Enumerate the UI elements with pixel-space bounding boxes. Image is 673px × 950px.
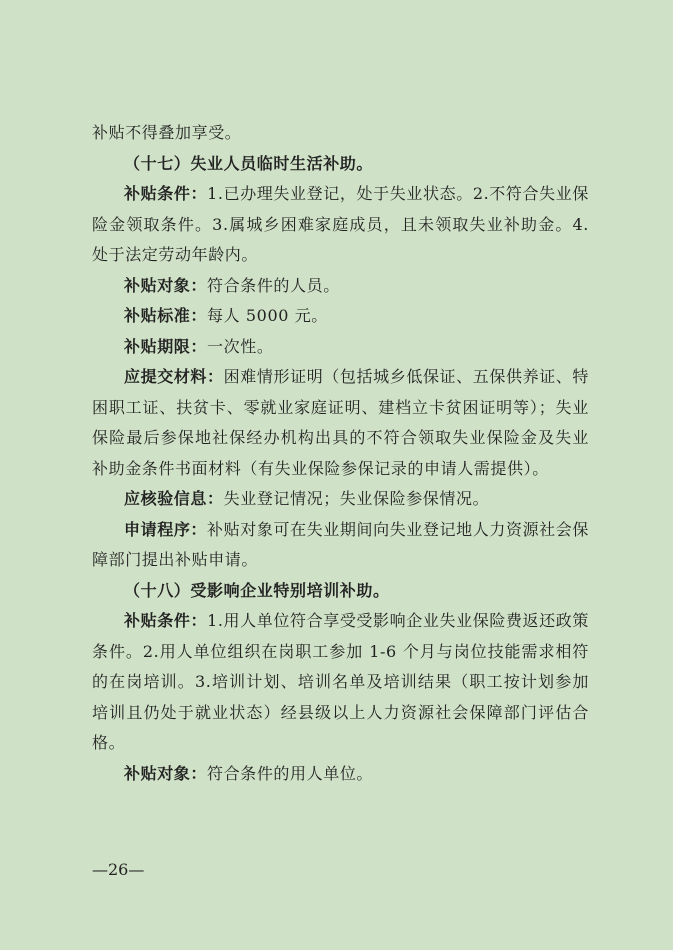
item-procedure <box>92 515 589 576</box>
item-term: 应核验信息： <box>124 489 224 508</box>
section-heading-17 <box>92 149 589 180</box>
item-materials <box>92 362 589 484</box>
page-number: —26— <box>92 860 145 879</box>
document-body <box>92 118 589 789</box>
item-conditions-2 <box>92 606 589 759</box>
item-verification <box>92 484 589 515</box>
item-target <box>92 271 589 302</box>
item-target-2 <box>92 759 589 790</box>
item-term: 补贴条件： <box>124 611 208 630</box>
item-text: 1.用人单位符合享受受影响企业失业保险费返还政策条件。2.用人单位组织在岗职工参加 1-6 个月与岗位技能需求相符的在岗培训。3.培训计划、培训名单及培训结果（职工按计划参加培训且仍处于就业状态）经县级以上人力资源社会保障部门评估合格。 <box>92 611 589 752</box>
section-heading-text: （十七）失业人员临时生活补助。 <box>124 153 374 173</box>
item-term: 补贴标准： <box>124 306 208 325</box>
paragraph-continuation <box>92 118 589 149</box>
item-text: 1.已办理失业登记，处于失业状态。2.不符合失业保险金领取条件。3.属城乡困难家庭成员，且未领取失业补助金。4.处于法定劳动年龄内。 <box>92 184 589 264</box>
item-term: 申请程序： <box>124 519 208 539</box>
item-term: 补贴条件： <box>124 184 208 203</box>
item-term: 应提交材料： <box>124 367 224 386</box>
item-text: 困难情形证明（包括城乡低保证、五保供养证、特困职工证、扶贫卡、零就业家庭证明、建档立卡贫困证明等）；失业保险最后参保地社保经办机构出具的不符合领取失业保险金及失业补助金条件书面材料（有失业保险参保记录的申请人需提供）。 <box>92 367 590 478</box>
item-term: 补贴对象： <box>124 763 208 783</box>
item-text: 每人 5000 元。 <box>207 306 328 325</box>
item-text: 失业登记情况；失业保险参保情况。 <box>223 489 490 508</box>
item-text: 一次性。 <box>207 336 274 356</box>
item-conditions <box>92 179 589 271</box>
section-heading-18 <box>92 576 589 607</box>
item-term: 补贴对象： <box>124 275 208 295</box>
item-text: 补贴对象可在失业期间向失业登记地人力资源社会保障部门提出补贴申请。 <box>92 519 589 569</box>
item-term: 补贴期限： <box>124 336 208 356</box>
item-period <box>92 332 589 363</box>
section-heading-text: （十八）受影响企业特别培训补助。 <box>124 580 390 600</box>
item-standard <box>92 301 589 332</box>
paragraph-text: 补贴不得叠加享受。 <box>92 123 242 142</box>
item-text: 符合条件的用人单位。 <box>207 763 374 783</box>
item-text: 符合条件的人员。 <box>207 275 340 295</box>
